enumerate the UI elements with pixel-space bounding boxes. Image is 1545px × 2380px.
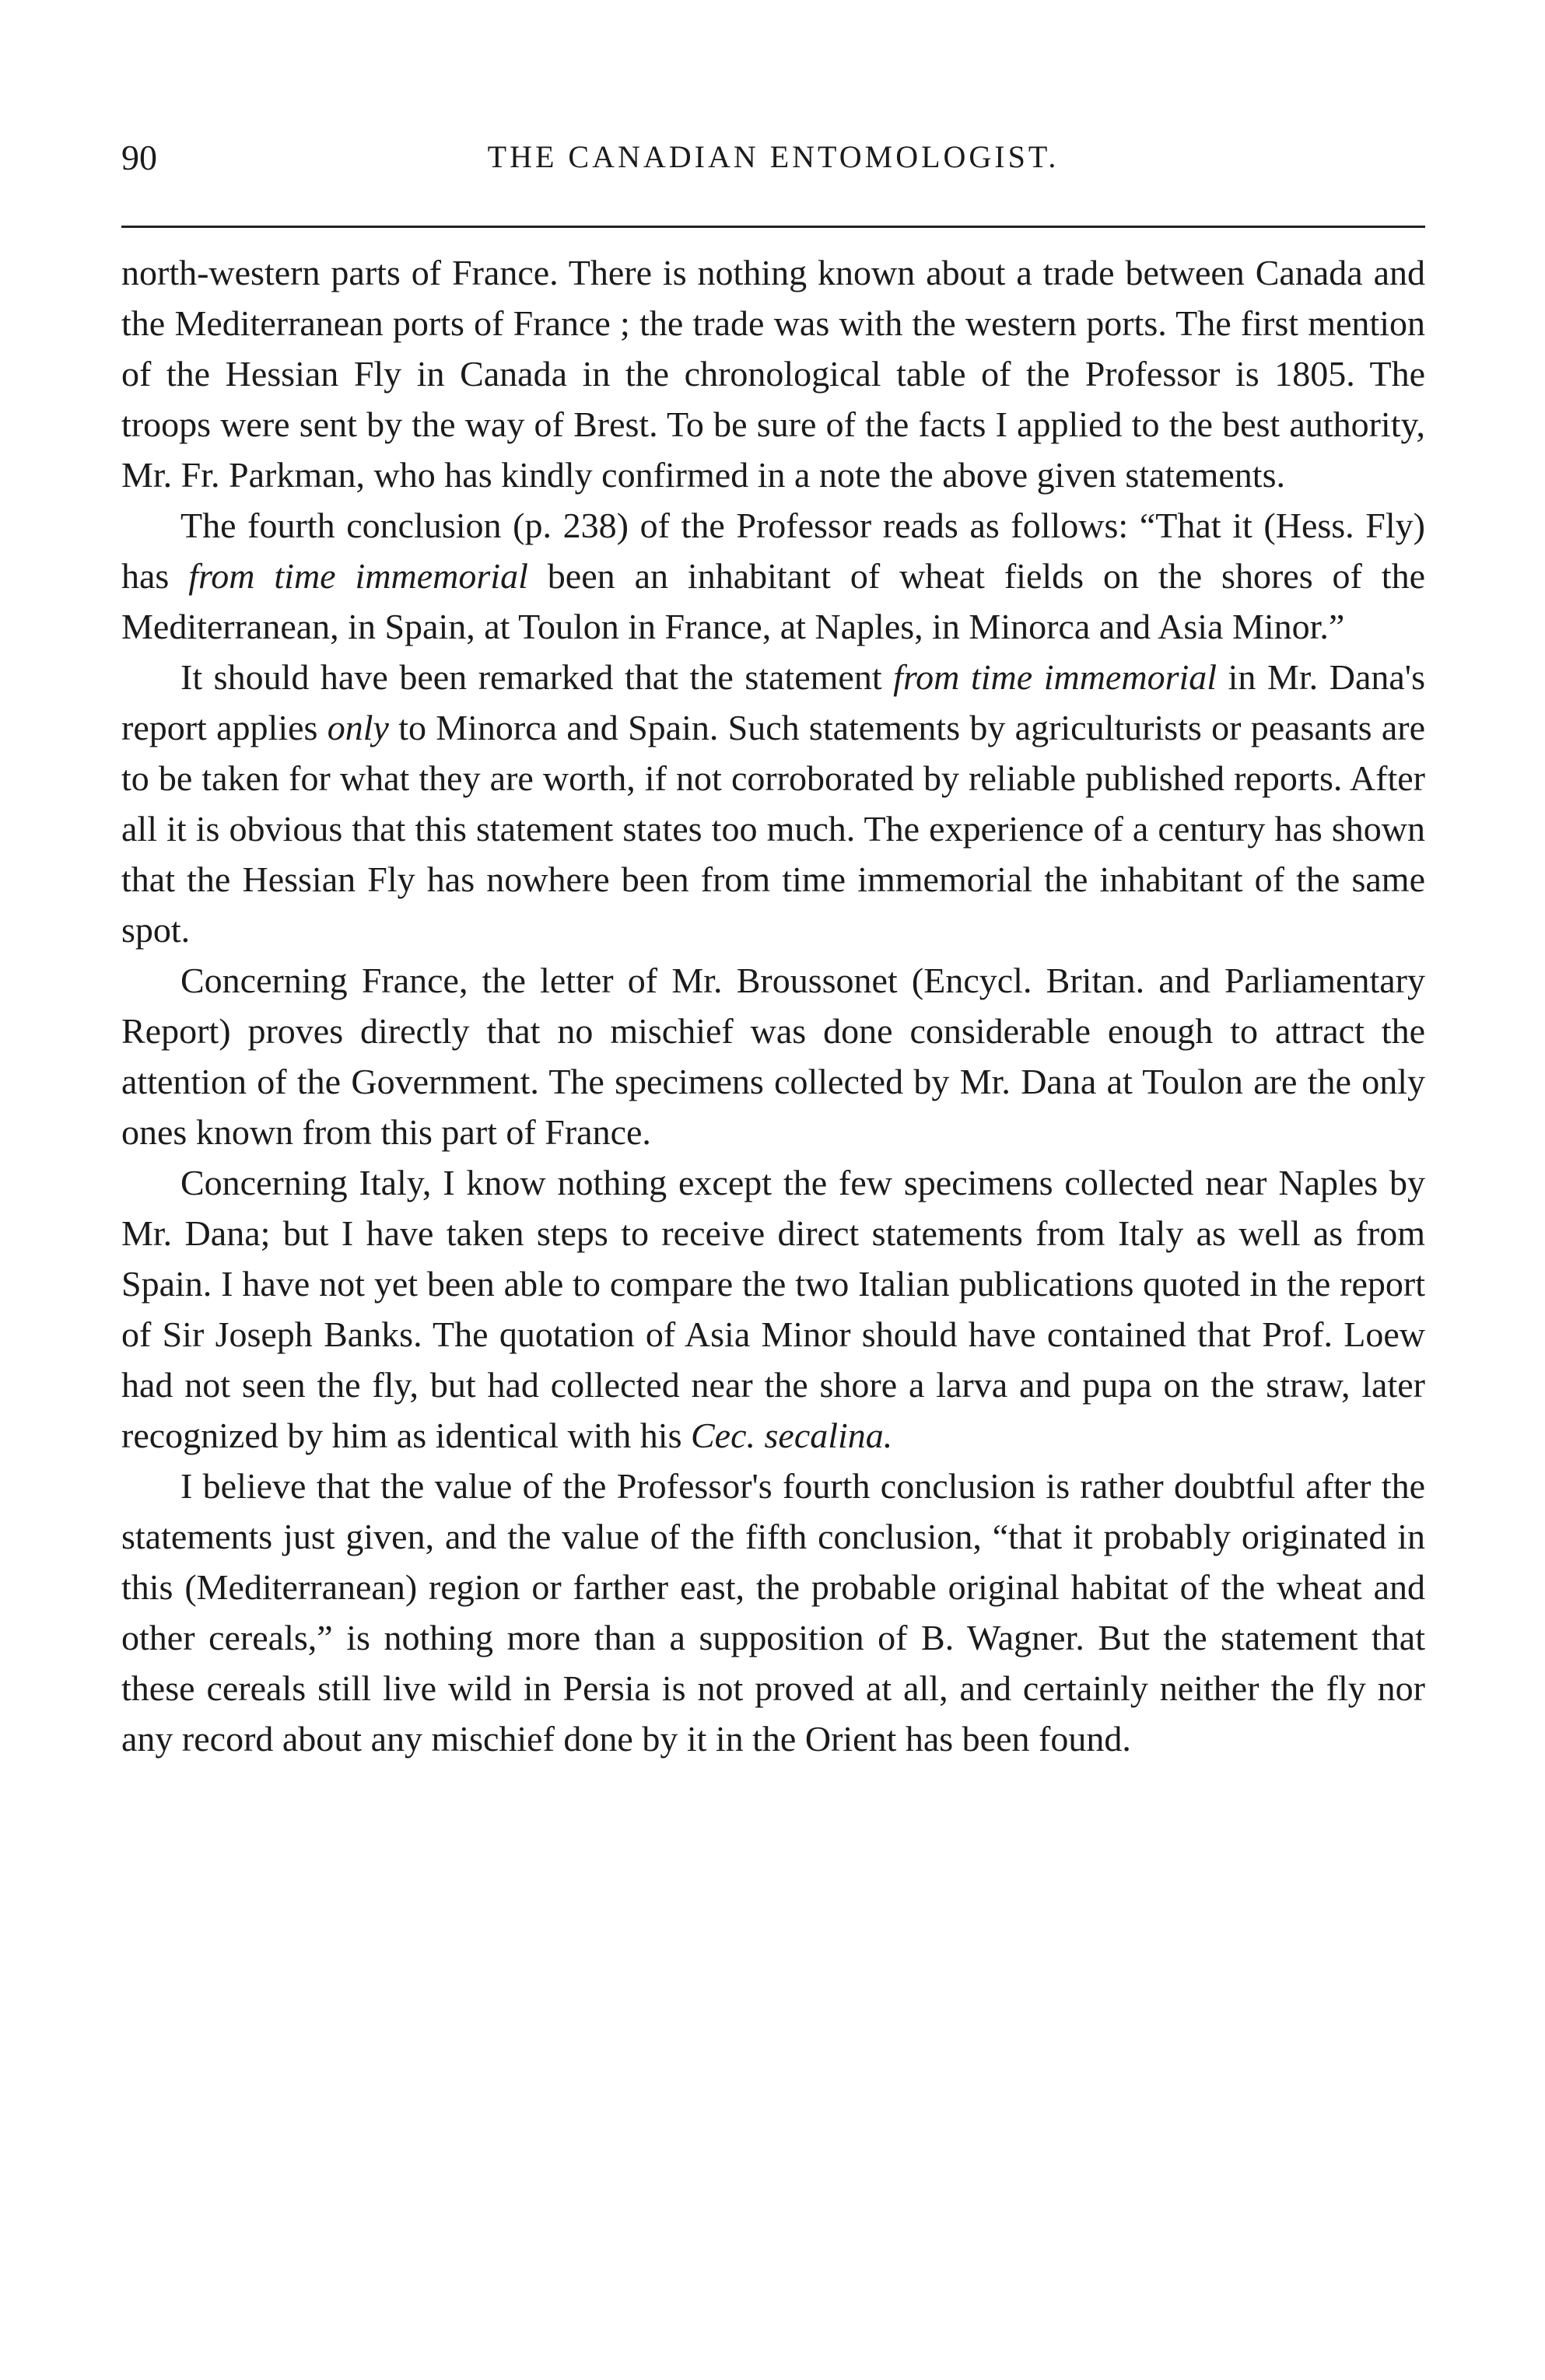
paragraph-3-text-a: It should have been remarked that the statement xyxy=(180,657,894,697)
paragraph-2-text-a: The fourth conclusion (p. 238) of the Professor reads as follows: “That it (Hess. Fly) has xyxy=(121,506,1425,596)
article-body xyxy=(121,247,1425,1764)
header-rule xyxy=(121,226,1425,228)
paragraph-5-italic-species: Cec. secalina. xyxy=(690,1416,893,1455)
paragraph-5 xyxy=(121,1157,1425,1461)
paragraph-2-text-b: been an inhabitant of wheat fields on the shores of the Mediterranean, in Spain, at Toulon in France, at Naples, in Minorca and Asia Minor.” xyxy=(121,556,1425,646)
paragraph-1: north-western parts of France. There is nothing known about a trade between Canada and the Mediterranean ports of France ; the trade was with the western ports. The first mention of the Hessian Fly in Canada in the chronological table of the Professor is 1805. The troops were sent by the way of Brest. To be sure of the facts I applied to the best authority, Mr. Fr. Parkman, who has kindly confirmed in a note the above given statements. xyxy=(121,253,1425,495)
page-header xyxy=(121,137,1425,191)
paragraph-3-text-c: to Minorca and Spain. Such statements by agriculturists or peasants are to be taken for what they are worth, if not corroborated by reliable published reports. After all it is obvious that this statement states too much. The experience of a century has shown that the Hessian Fly has nowhere been from time immemorial the inhabitant of the same spot. xyxy=(121,708,1425,950)
running-title: THE CANADIAN ENTOMOLOGIST. xyxy=(487,139,1060,174)
paragraph-4: Concerning France, the letter of Mr. Broussonet (Encycl. Britan. and Parliamentary Report) proves directly that no mischief was done considerable enough to attract the attention of the Government. The specimens collected by Mr. Dana at Toulon are the only ones known from this part of France. xyxy=(121,961,1425,1152)
paragraph-3-text-b: in Mr. Dana's report applies xyxy=(121,657,1425,747)
paragraph-2 xyxy=(121,500,1425,652)
paragraph-3-italic-phrase: from time immemorial xyxy=(893,657,1217,697)
paragraph-5-text-a: Concerning Italy, I know nothing except the few specimens collected near Naples by Mr. Dana; but I have taken steps to receive direct statements from Italy as well as from Spain. I have not yet been able to compare the two Italian publications quoted in the report of Sir Joseph Banks. The quotation of Asia Minor should have contained that Prof. Loew had not seen the fly, but had collected near the shore a larva and pupa on the straw, later recognized by him as identical with his xyxy=(121,1163,1425,1455)
paragraph-2-italic-phrase: from time immemorial xyxy=(188,556,528,596)
paragraph-6: I believe that the value of the Professor's fourth conclusion is rather doubtful after the statements just given, and the value of the fifth conclusion, “that it probably originated in this (Mediterranean) region or farther east, the probable original habitat of the wheat and other cereals,” is nothing more than a supposition of B. Wagner. But the statement that these cereals still live wild in Persia is not proved at all, and certainly neither the fly nor any record about any mischief done by it in the Orient has been found. xyxy=(121,1466,1425,1759)
paragraph-3 xyxy=(121,652,1425,955)
page-number: 90 xyxy=(121,138,157,177)
paragraph-3-italic-only: only xyxy=(327,708,389,747)
